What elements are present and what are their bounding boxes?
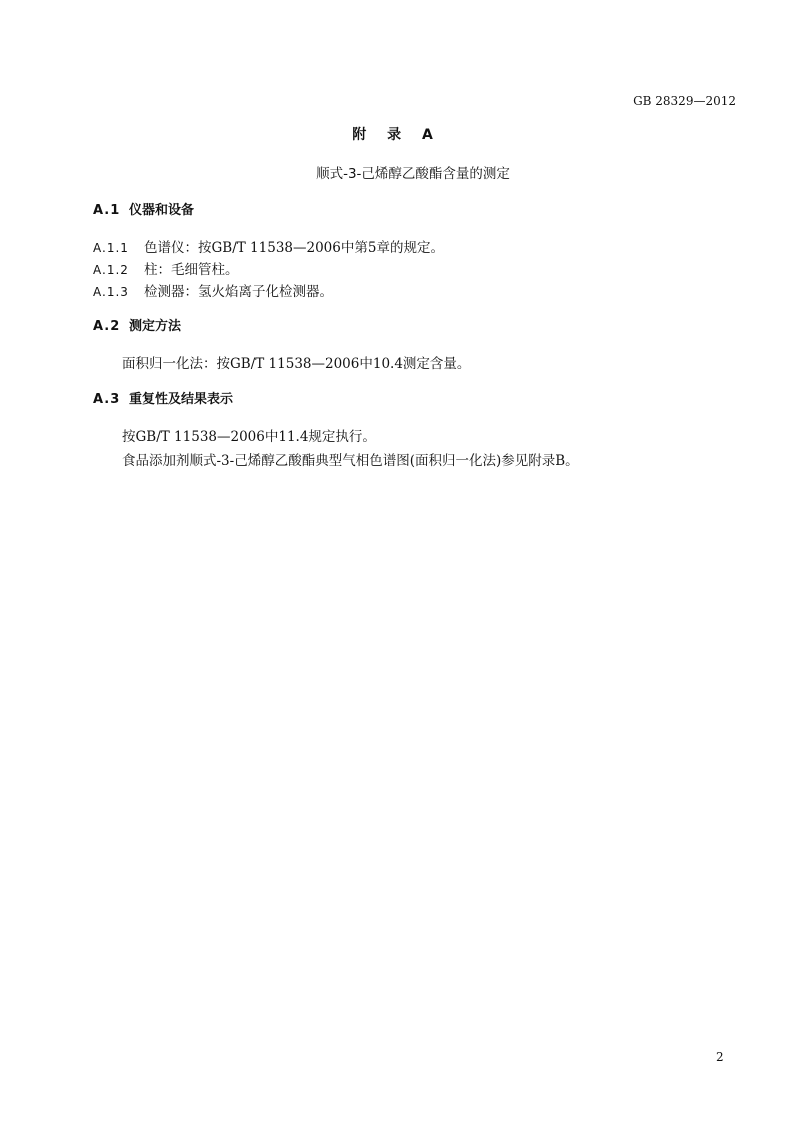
section-title: 重复性及结果表示 <box>129 392 234 407</box>
appendix-title: 顺式-3-己烯醇乙酸酯含量的测定 <box>316 166 510 182</box>
item-number: A.1.2 <box>93 263 129 277</box>
section-title: 仪器和设备 <box>129 203 195 218</box>
section-number: A.2 <box>93 319 121 334</box>
item-number: A.1.1 <box>93 241 129 255</box>
section-heading-a3 <box>93 388 233 407</box>
appendix-label: 附 录 A <box>352 127 441 143</box>
section-title: 测定方法 <box>129 319 182 334</box>
item-a1-3 <box>93 280 333 300</box>
section-heading-a2 <box>93 315 181 334</box>
section-heading-a1 <box>93 199 194 218</box>
page-number: 2 <box>716 1050 724 1064</box>
item-a1-1 <box>93 236 444 256</box>
standard-code: GB 28329—2012 <box>633 94 736 108</box>
item-a1-2 <box>93 258 239 278</box>
paragraph: 食品添加剂顺式-3-己烯醇乙酸酯典型气相色谱图(面积归一化法)参见附录B。 <box>122 453 579 469</box>
section-number: A.3 <box>93 392 121 407</box>
item-text: 柱：毛细管柱。 <box>144 262 239 278</box>
paragraph: 面积归一化法：按GB/T 11538—2006中10.4测定含量。 <box>122 356 471 372</box>
paragraph: 按GB/T 11538—2006中11.4规定执行。 <box>122 429 376 445</box>
section-number: A.1 <box>93 203 121 218</box>
item-text: 检测器：氢火焰离子化检测器。 <box>144 284 333 300</box>
item-text: 色谱仪：按GB/T 11538—2006中第5章的规定。 <box>144 240 444 256</box>
item-number: A.1.3 <box>93 285 129 299</box>
